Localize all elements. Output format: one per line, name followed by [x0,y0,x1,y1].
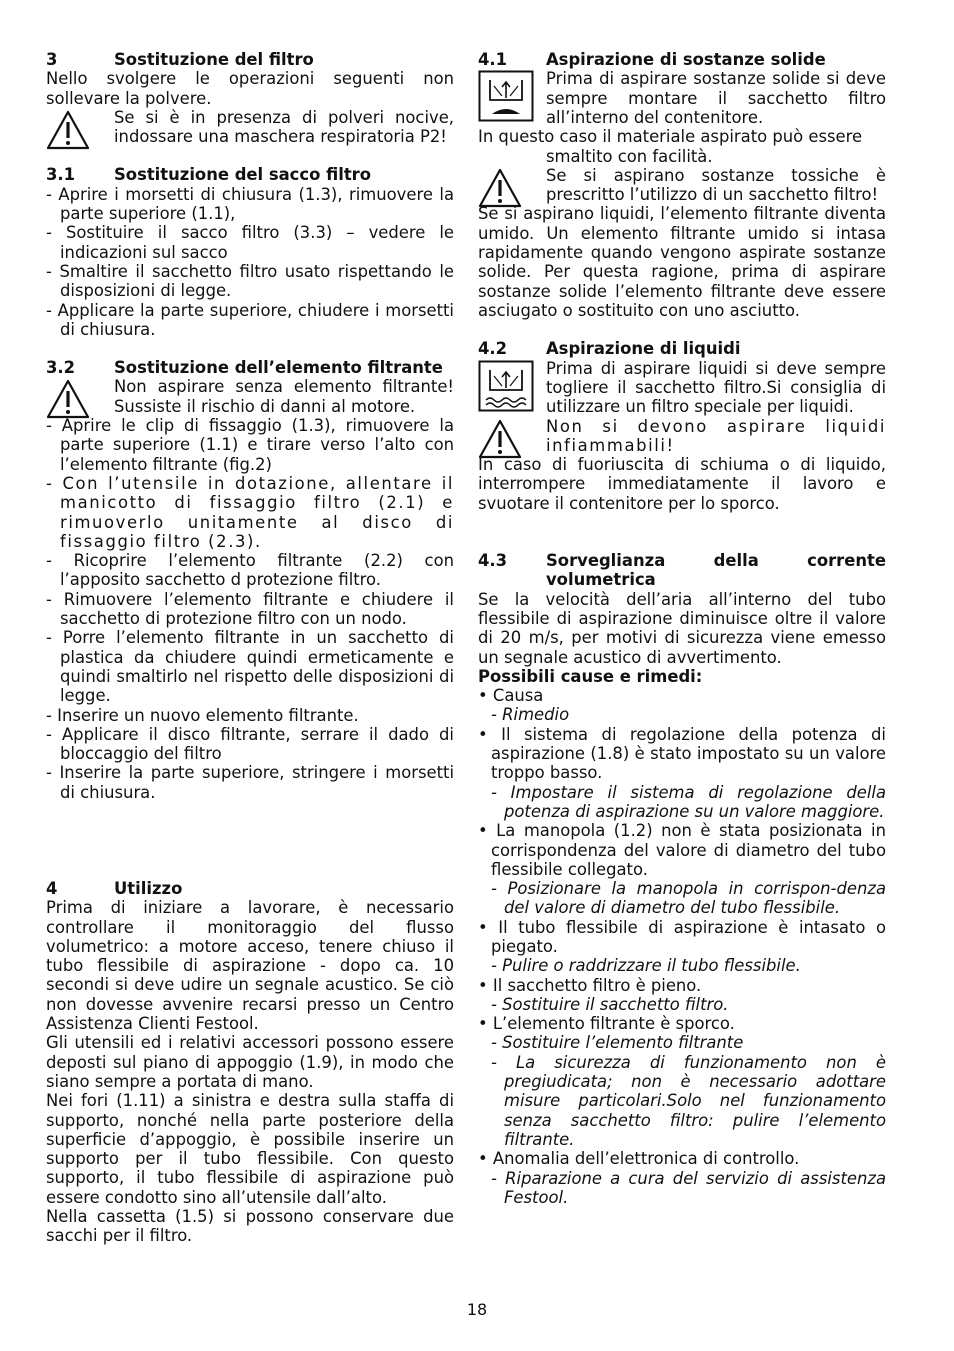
warning-text: Non si devono aspirare liquidi infiammabili! [546,416,886,455]
list-item: - Con l’utensile in dotazione, allentare il manicotto di fissaggio filtro (2.1) e rimuoverlo unitamente al disco di fissaggio filtro (2.3). [46,473,454,551]
section-title: Sostituzione dell’elemento filtrante [114,358,443,378]
instruction-text: Prima di aspirare sostanze solide si deve sempre montare il sacchetto filtro all’interno del contenitore. [546,69,886,127]
list-item: - Applicare la parte superiore, chiudere i morsetti di chiusura. [46,300,454,339]
list-item: - Porre l’elemento filtrante in un sacchetto di plastica da chiudere quindi ermeticamente e quindi smaltirlo nel rispetto delle disposizioni di legge. [46,628,454,706]
cause-item: • La manopola (1.2) non è stata posizionata in corrispondenza del valore di diametro del tubo flessibile collegato. [478,821,886,879]
section-title: Sostituzione del sacco filtro [114,165,372,185]
remedy-item: - Sostituire l’elemento filtrante [491,1033,744,1053]
section-3-1-steps [46,185,454,339]
section-3-2-heading [46,358,454,377]
section-3-1-heading [46,165,454,184]
list-item: - Smaltire il sacchetto filtro usato rispettando le disposizioni di legge. [46,261,454,301]
section-4-2-heading [478,339,886,358]
section-4-1-heading [478,50,886,69]
warning-text: Non aspirare senza elemento filtrante! Sussiste il rischio di danni al motore. [114,377,454,416]
list-item: - Applicare il disco filtrante, serrare il dado di bloccaggio del filtro [46,724,454,764]
remedy-item: - Posizionare la manopola in corrispon-denza del valore di diametro del tubo flessibile. [491,879,886,918]
section-3-2-steps [46,416,454,802]
warning-icon [46,110,90,150]
cause-item: • Anomalia dell’elettronica di controllo. [478,1149,800,1169]
instruction-text: Prima di aspirare liquidi si deve sempre togliere il sacchetto filtro.Si consiglia di utilizzare un filtro speciale per liquidi. [546,358,886,417]
list-item: - Ricoprire l’elemento filtrante (2.2) con l’apposito sacchetto d protezione filtro. [46,551,454,590]
section-number: 4.1 [478,50,508,69]
solids-instruction [478,69,886,127]
paragraph: Nei fori (1.11) a sinistra e destra sulla staffa di supporto, nonché nella parte posteriore della superficie d’appoggio, è possibile inserire un supporto per il tubo flessibile. Con questo supporto, il tubo flessibile di aspirazione può essere condotto sino all’utensile dall’alto. [46,1091,454,1207]
liquids-instruction [478,359,886,417]
list-item: - Inserire la parte superiore, stringere i morsetti di chiusura. [46,763,454,802]
paragraph: Se si aspirano liquidi, l’elemento filtrante diventa umido. Un elemento filtrante umido si intasa rapidamente quando vengono aspirate sostanze solide. Per questa ragione, prima di aspirare sostanze solide l’elemento filtrante deve essere asciugato o sostituito con uno asciutto. [478,204,886,320]
warning-text: Se si aspirano sostanze tossiche è prescritto l’utilizzo di un sacchetto filtro! [546,165,886,205]
remedy-item: - Sostituire il sacchetto filtro. [491,994,729,1014]
causes-list [478,686,886,1207]
paragraph: Gli utensili ed i relativi accessori possono essere deposti sul piano di appoggio (1.9), in modo che siano sempre a portata di mano. [46,1033,454,1091]
section-4-1-warning [478,166,886,205]
remedy-item: - Riparazione a cura del servizio di assistenza Festool. [491,1168,886,1207]
section-number: 3.1 [46,165,76,185]
warning-icon [478,419,522,459]
paragraph: In caso di fuoriuscita di schiuma o di liquido, interrompere immediatamente il lavoro e svuotare il contenitore per lo sporco. [478,455,886,513]
causes-heading: Possibili cause e rimedi: [478,666,703,686]
page-number: 18 [466,1300,488,1319]
liquid-icon [478,360,534,412]
section-title: Aspirazione di liquidi [546,339,741,359]
section-3-intro: Nello svolgere le operazioni seguenti non sollevare la polvere. [46,69,454,108]
section-3-2-warning [46,377,454,416]
section-title: Aspirazione di sostanze solide [546,50,826,69]
cause-item: • Causa [478,686,544,706]
cause-item: • L’elemento filtrante è sporco. [478,1014,735,1034]
section-number: 3.2 [46,358,76,378]
list-item: - Aprire i morsetti di chiusura (1.3), rimuovere la parte superiore (1.1), [46,184,454,224]
cause-item: • Il sistema di regolazione della potenza di aspirazione (1.8) è stato impostato su un valore troppo basso. [478,724,886,783]
list-item: - Inserire un nuovo elemento filtrante. [46,705,359,725]
dust-bag-icon [478,70,534,122]
section-title: Sorveglianza della corrente volumetrica [546,551,886,590]
paragraph: Nella cassetta (1.5) si possono conservare due sacchi per il filtro. [46,1207,454,1246]
left-column [46,50,454,1246]
remedy-item: - Pulire o raddrizzare il tubo flessibile. [491,956,801,976]
remedy-item: - Rimedio [491,705,570,725]
section-number: 4.2 [478,339,508,359]
paragraph: Prima di iniziare a lavorare, è necessario controllare il monitoraggio del flusso volumetrico: a motore acceso, tenere chiuso il tubo flessibile di aspirazione - dopo ca. 10 secondi si deve udire un segnale acustico. Se ciò non dovesse avvenire recarsi presso un Centro Assistenza Clienti Festool. [46,898,454,1034]
list-item: - Sostituire il sacco filtro (3.3) – vedere le indicazioni sul sacco [46,223,454,262]
section-number: 4.3 [478,551,508,571]
paragraph: Se la velocità dell’aria all’interno del tubo flessibile di aspirazione diminuisce oltre il valore di 20 m/s, per motivi di sicurezza viene emesso un segnale acustico di avvertimento. [478,589,886,667]
right-column [478,50,886,1207]
remedy-item: - La sicurezza di funzionamento non è pregiudicata; non è necessario adottare misure particolari.Solo nel funzionamento senza sacchetto filtro: pulire l’elemento filtrante. [491,1052,886,1149]
section-4-3-heading [478,551,886,590]
section-title: Sostituzione del filtro [114,50,314,69]
section-4-heading [46,879,454,898]
warning-text: Se si è in presenza di polveri nocive, indossare una maschera respiratoria P2! [114,107,454,147]
section-number: 4 [46,878,58,898]
list-item: - Aprire le clip di fissaggio (1.3), rimuovere la parte superiore (1.1) e tirare verso l’alto con l’elemento filtrante (fig.2) [46,416,454,474]
section-title: Utilizzo [114,878,183,898]
section-3-heading [46,50,454,69]
remedy-item: - Impostare il sistema di regolazione della potenza di aspirazione su un valore maggiore. [491,782,886,821]
warning-icon [478,168,522,208]
paragraph: In questo caso il materiale aspirato può essere [478,127,863,147]
section-number: 3 [46,50,58,69]
section-4-2-warning [478,417,886,456]
paragraph: smaltito con facilità. [546,146,713,166]
cause-item: • Il sacchetto filtro è pieno. [478,975,702,995]
list-item: - Rimuovere l’elemento filtrante e chiudere il sacchetto di protezione filtro con un nodo. [46,589,454,629]
warning-icon [46,379,90,419]
section-3-warning [46,108,454,147]
cause-item: • Il tubo flessibile di aspirazione è intasato o piegato. [478,917,886,956]
